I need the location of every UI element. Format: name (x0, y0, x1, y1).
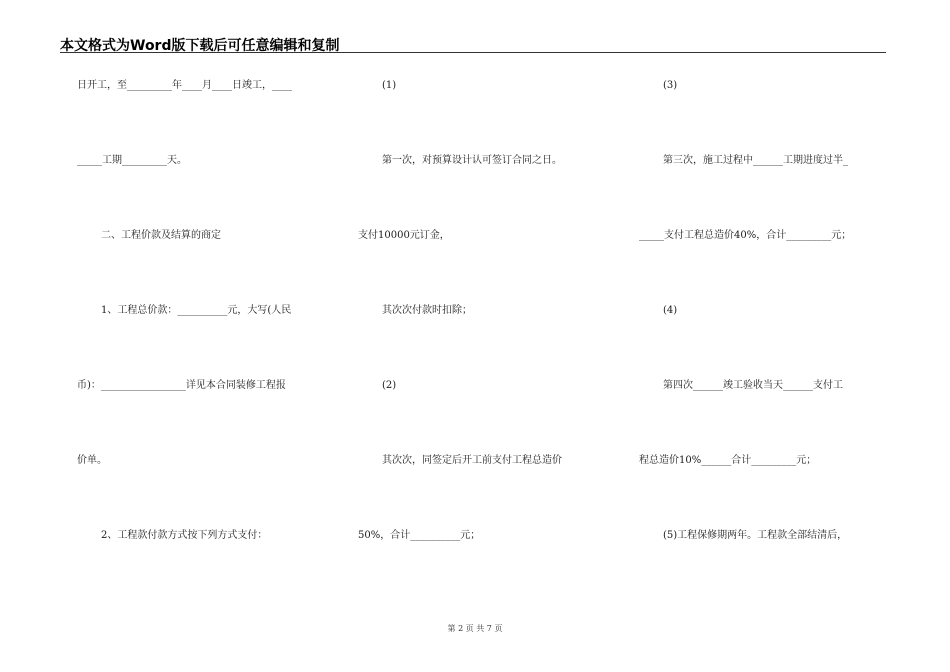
left-line-1: 日开工，至_________年____月____日竣工，____ (77, 80, 292, 91)
right-line-4: (4) (663, 305, 678, 316)
left-line-4: 1、工程总价款：__________元，大写(人民 (101, 305, 292, 316)
page-number-footer: 第 2 页 共 7 页 (447, 624, 503, 633)
middle-line-5: (2) (382, 380, 397, 391)
right-line-1: (3) (663, 80, 678, 91)
middle-line-1: (1) (382, 80, 397, 91)
right-line-7: (5)工程保修期两年。工程款全部结清后， (663, 530, 848, 541)
left-line-6: 价单。 (77, 455, 107, 466)
left-line-2: _____工期_________天。 (77, 155, 187, 166)
middle-line-4: 其次次付款时扣除； (382, 305, 472, 316)
left-line-3: 二、工程价款及结算的商定 (101, 230, 221, 241)
right-line-2: 第三次，施工过程中______工期进度过半_ (663, 155, 848, 166)
middle-line-3: 支付10000元订金， (358, 230, 450, 241)
middle-line-2: 第一次，对预算设计认可签订合同之日。 (382, 155, 562, 166)
header-title: 本文格式为Word版下载后可任意编辑和复制 (60, 38, 340, 54)
right-line-6: 程总造价10%______合计_________元； (639, 455, 817, 466)
header-divider (60, 52, 886, 53)
left-line-7: 2、工程款付款方式按下列方式支付： (101, 530, 268, 541)
right-line-5: 第四次______竣工验收当天______支付工 (663, 380, 843, 391)
middle-line-6: 其次次，同签定后开工前支付工程总造价 (382, 455, 562, 466)
right-line-3: _____支付工程总造价40%，合计_________元； (639, 230, 852, 241)
middle-line-7: 50%，合计__________元； (358, 530, 481, 541)
left-line-5: 币)：_________________详见本合同装修工程报 (77, 380, 286, 391)
